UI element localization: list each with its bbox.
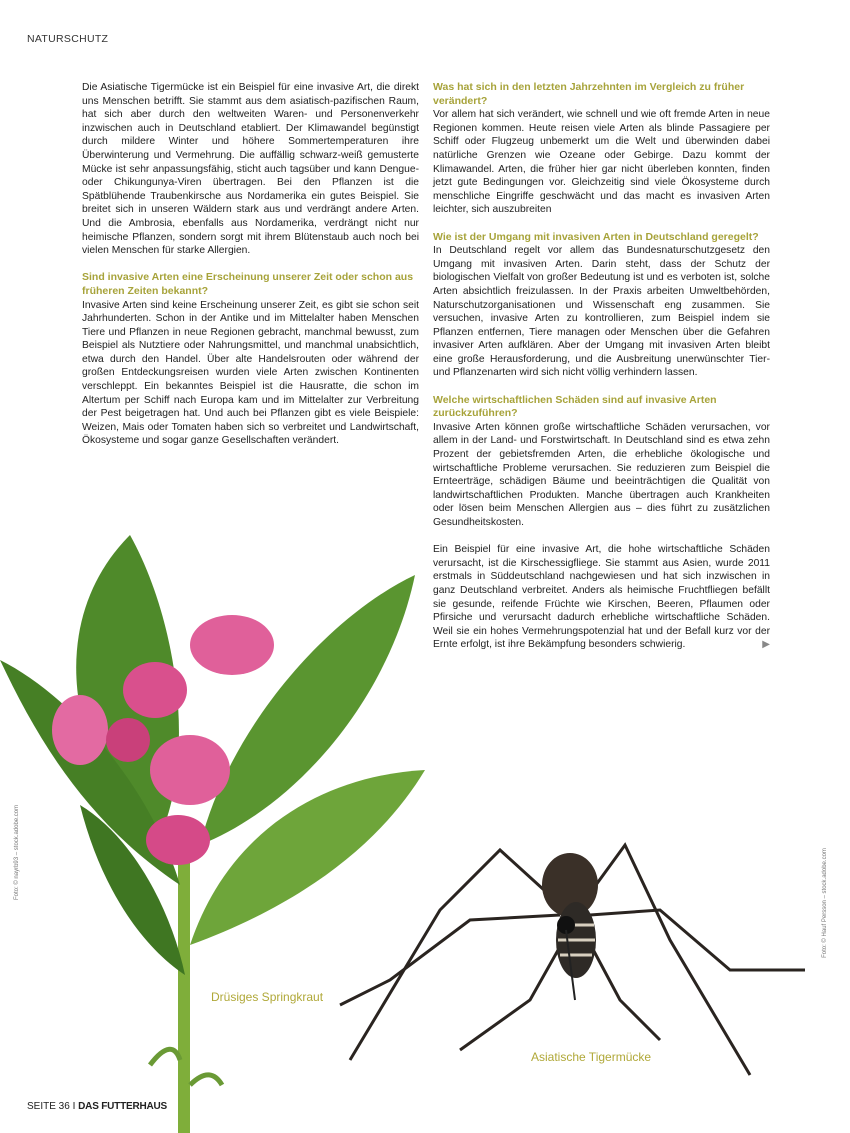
- answer-paragraph: In Deutschland regelt vor allem das Bundesnaturschutzgesetz den Umgang mit invasiven Arten. Darin steht, dass der Schutz der biologischen Vielfalt von großer Bedeutung ist und es verboten ist, solche Arten absichtlich freizulassen. In der Praxis arbeiten Umweltbehörden, Naturschutzorganisationen und Wissenschaft eng zusammen. Sie versuchen, invasive Arten zu kontrollieren, zum Beispiel indem sie Pflanzen entfernen, Tiere managen oder Menschen über die Gefahren invasiver Arten aufklären. Aber der Umgang mit invasiven Arten bleibt eine große Herausforderung, und die Ausbreitung unerwünschter Tier- und Pflanzenarten wird sich nicht völlig verhindern lassen.: [433, 245, 770, 379]
- left-column: [82, 81, 419, 462]
- flower-blossom: [106, 718, 150, 762]
- section-label: NATURSCHUTZ: [27, 33, 109, 45]
- mosquito-caption: Asiatische Tigermücke: [531, 1050, 652, 1064]
- right-column: [433, 81, 770, 666]
- flower-blossom: [146, 815, 210, 865]
- flower-photo-credit: Foto: © nayrb93 – stock.adobe.com: [14, 804, 20, 900]
- question-heading: Was hat sich in den letzten Jahrzehnten im Vergleich zu früher verändert?: [433, 81, 745, 107]
- continue-arrow-icon: ▶: [762, 639, 770, 651]
- magazine-name: DAS FUTTERHAUS: [78, 1101, 168, 1112]
- answer-paragraph: Invasive Arten sind keine Erscheinung unserer Zeit, es gibt sie schon seit Jahrhunderten. Schon in der Antike und im Mittelalter haben Menschen Tiere und Pflanzen in neue Regionen gebracht, manchmal bewusst, zum Beispiel als Nutztiere oder Nahrungsmittel, und manchmal unabsichtlich, etwa durch den Handel. Über alte Handelsrouten oder während der großen Entdeckungsreisen wurden viele Arten zwischen Kontinenten verschleppt. Ein bekanntes Beispiel ist die Hausratte, die schon im Altertum per Schiff nach Europa kam und im Mittelalter zur Verbreitung der Pest beigetragen hat. Und auch bei Pflanzen gibt es viele Beispiele: Weizen, Mais oder Tomaten haben sich so verbreitet und Landwirtschaft, Ökosysteme und sogar ganze Gesellschaften verändert.: [82, 299, 419, 447]
- question-heading: Sind invasive Arten eine Erscheinung unserer Zeit oder schon aus früheren Zeiten bekannt?: [82, 271, 414, 297]
- answer-paragraph: Vor allem hat sich verändert, wie schnell und wie oft fremde Arten in neue Regionen kommen. Heute reisen viele Arten als blinde Passagiere per Schiff oder Flugzeug unbemerkt um die Welt und überwinden dabei natürliche Grenzen wie Ozeane oder Gebirge. Dazu kommt der Klimawandel. Arten, die früher hier gar nicht überleben konnten, finden jetzt gute Bedingungen vor. Gleichzeitig sind viele Ökosysteme durch menschliche Eingriffe geschwächt und das macht es invasiven Arten leichter, sich auszubreiten: [433, 109, 770, 216]
- mosquito-photo-credit: Foto: © Hauf Persson – stock.adobe.com: [821, 848, 828, 958]
- answer-text: Ein Beispiel für eine invasive Art, die hohe wirtschaftliche Schäden verursacht, ist die Kirschessigfliege. Sie stammt aus Asien, wurde 2011 erstmals in Süddeutschland nachgewiesen und hat sich inzwischen in ganz Deutschland verbreitet. Anders als heimische Fruchtfliegen befällt sie gesunde, reifende Früchte wie Kirschen, Beeren, Pflaumen oder Pfirsiche und verursacht dadurch erhebliche wirtschaftliche Schäden. Weil sie ein hohes Vermehrungspotenzial hat und der Befall kurz vor der Ernte erfolgt, ist ihre Bekämpfung besonders schwierig.: [433, 544, 770, 651]
- flower-blossom: [190, 615, 274, 675]
- answer-paragraph: [433, 543, 770, 652]
- flower-blossom: [123, 662, 187, 718]
- question-heading: Welche wirtschaftlichen Schäden sind auf invasive Arten zurückzuführen?: [433, 393, 717, 420]
- flower-stem: [178, 825, 190, 1133]
- flower-blossom: [150, 735, 230, 805]
- flower-blossom: [52, 695, 108, 765]
- intro-paragraph: Die Asiatische Tigermücke ist ein Beispiel für eine invasive Art, die direkt uns Menschen betrifft. Sie stammt aus dem asiatisch-pazifischen Raum, hat sich aber durch den weltweiten Waren- und Personenverkehr inzwischen auch in Deutschland etabliert. Der Klimawandel begünstigt durch mildere Winter und höhere Sommertemperaturen ihre Überwinterung und Vermehrung. Die auffällig schwarz-weiß gemusterte Mücke ist sehr anpassungsfähig, sticht auch tagsüber und kann Dengue- oder Chikungunya-Viren übertragen. Bei den Pflanzen ist die Spätblühende Traubenkirsche aus Nordamerika ein gutes Beispiel. Sie breitet sich in unseren Wäldern stark aus und verdrängt andere Arten. Und die Ambrosia, ebenfalls aus Nordamerika, verdrängt nicht nur heimische Pflanzen, sondern sorgt mit ihrem Blütenstaub auch noch bei vielen Menschen für starke Allergien.: [82, 82, 419, 257]
- question-heading: Wie ist der Umgang mit invasiven Arten in Deutschland geregelt?: [433, 230, 759, 243]
- page-footer: [27, 1101, 167, 1112]
- page-number: SEITE 36: [27, 1101, 70, 1112]
- answer-paragraph: Invasive Arten können große wirtschaftliche Schäden verursachen, vor allem in der Land- und Forstwirtschaft. In Deutschland sind es etwa zehn Prozent der gebietsfremden Arten, die erhebliche ökologische und wirtschaftliche Probleme verursachen. Sie reduzieren zum Beispiel die Ernteerträge, schädigen Bäume und beeinträchtigen die Qualität von landwirtschaftlichen Produkten. Manche übertragen auch Krankheiten oder lösen beim Menschen Allergien aus – dies führt zu zusätzlichen Gesundheitskosten.: [433, 421, 770, 528]
- footer-separator: I: [72, 1101, 76, 1112]
- flower-caption: Drüsiges Springkraut: [211, 990, 324, 1004]
